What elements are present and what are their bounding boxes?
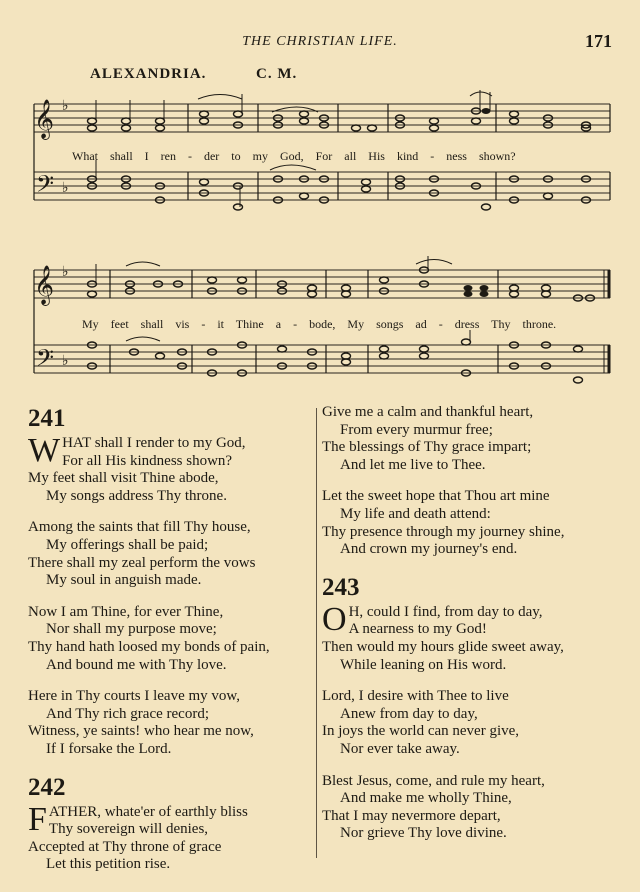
svg-text:𝄢: 𝄢 bbox=[36, 170, 55, 203]
verse-line: H, could I find, from day to day, bbox=[348, 603, 543, 620]
verse-line: While leaning on His word. bbox=[340, 656, 507, 673]
hymn-241-verse-1 bbox=[28, 434, 310, 505]
verse-line: Thy presence through my journey shine, bbox=[322, 523, 565, 540]
verse-line: And let me live to Thee. bbox=[340, 456, 486, 473]
verse-line: A nearness to my God! bbox=[348, 621, 487, 638]
hymn-242-verse-2 bbox=[322, 404, 622, 474]
verse-line: ATHER, whate'er of earthly bliss bbox=[48, 803, 248, 820]
verse-line: In joys the world can never give, bbox=[322, 723, 520, 740]
verse-line: Witness, ye saints! who hear me now, bbox=[28, 723, 254, 740]
verse-line: HAT shall I render to my God, bbox=[62, 435, 246, 451]
hymn-243-verse-1 bbox=[322, 600, 622, 674]
hymn-number-242: 242 bbox=[28, 773, 66, 801]
verse-line: There shall my zeal perform the vows bbox=[28, 554, 256, 571]
clefs bbox=[34, 98, 69, 377]
hymn-243-verse-2 bbox=[322, 688, 622, 758]
drop-cap: W bbox=[28, 432, 61, 469]
svg-text:♭: ♭ bbox=[62, 180, 69, 196]
verse-line: If I forsake the Lord. bbox=[46, 740, 172, 757]
svg-text:𝄞: 𝄞 bbox=[34, 99, 55, 139]
verse-line: Then would my hours glide sweet away, bbox=[322, 638, 564, 655]
music-score bbox=[0, 0, 640, 400]
hymn-241-verse-2 bbox=[28, 519, 310, 589]
hymn-242-verse-1 bbox=[28, 800, 310, 874]
svg-text:𝄞: 𝄞 bbox=[34, 265, 55, 305]
page-number: 171 bbox=[585, 31, 612, 51]
left-column bbox=[28, 404, 310, 888]
verse-line: Among the saints that fill Thy house, bbox=[28, 519, 251, 536]
verse-line: Let this petition rise. bbox=[46, 856, 171, 873]
right-column bbox=[322, 404, 622, 857]
lyrics-line-1: What shall I ren - der to my God, For all His kind - ness shown? bbox=[72, 149, 516, 163]
verse-line: My offerings shall be paid; bbox=[46, 536, 209, 553]
verse-line: Blest Jesus, come, and rule my heart, bbox=[322, 772, 545, 789]
verse-line: The blessings of Thy grace impart; bbox=[322, 439, 532, 456]
verse-line: From every murmur free; bbox=[340, 421, 493, 438]
tune-name: ALEXANDRIA. bbox=[90, 66, 207, 82]
tune-meter: C. M. bbox=[256, 66, 298, 82]
hymn-242-verse-3 bbox=[322, 488, 622, 558]
verse-line: My feet shall visit Thine abode, bbox=[28, 470, 219, 487]
slurs bbox=[126, 92, 492, 341]
verse-line: Now I am Thine, for ever Thine, bbox=[28, 603, 224, 620]
svg-text:♭: ♭ bbox=[62, 264, 69, 280]
hymn-241-verse-4 bbox=[28, 688, 310, 758]
verse-line: Nor grieve Thy love divine. bbox=[340, 825, 507, 842]
staff-lines bbox=[34, 104, 610, 373]
drop-cap: F bbox=[28, 800, 47, 838]
bar-lines bbox=[34, 104, 610, 373]
verse-line: Anew from day to day, bbox=[340, 705, 478, 722]
lyrics-line-2: My feet shall vis - it Thine a - bode, My songs ad - dress Thy throne. bbox=[82, 317, 557, 331]
verse-line: My songs address Thy throne. bbox=[46, 487, 227, 504]
svg-text:𝄢: 𝄢 bbox=[36, 344, 55, 377]
column-divider bbox=[316, 408, 317, 858]
verse-line: My soul in anguish made. bbox=[46, 572, 202, 589]
verse-line: Here in Thy courts I leave my vow, bbox=[28, 688, 241, 705]
verse-line: Accepted at Thy throne of grace bbox=[28, 838, 222, 855]
hymn-243-verse-3 bbox=[322, 773, 622, 843]
verse-line: And bound me with Thy love. bbox=[46, 656, 227, 673]
verse-line: For all His kindness shown? bbox=[62, 452, 233, 469]
verse-line: That I may nevermore depart, bbox=[322, 807, 501, 824]
svg-text:♭: ♭ bbox=[62, 353, 69, 369]
hymn-number-241: 241 bbox=[28, 405, 66, 432]
svg-text:♭: ♭ bbox=[62, 98, 69, 114]
verse-line: Nor ever take away. bbox=[340, 740, 460, 757]
verse-line: Give me a calm and thankful heart, bbox=[322, 404, 534, 420]
verse-line: And make me wholly Thine, bbox=[340, 790, 512, 807]
hymn-number-243: 243 bbox=[322, 573, 360, 601]
filled-note-heads bbox=[464, 108, 491, 297]
verse-line: Thy hand hath loosed my bonds of pain, bbox=[28, 638, 270, 655]
hymn-241-verse-3 bbox=[28, 604, 310, 674]
verse-line: And Thy rich grace record; bbox=[46, 705, 209, 722]
verse-line: Thy sovereign will denies, bbox=[48, 821, 209, 838]
verse-line: Lord, I desire with Thee to live bbox=[322, 688, 509, 705]
drop-cap: O bbox=[322, 600, 347, 638]
verse-line: And crown my journey's end. bbox=[340, 541, 518, 558]
verse-line: My life and death attend: bbox=[340, 505, 491, 522]
verse-line: Nor shall my purpose move; bbox=[46, 621, 217, 638]
verse-line: Let the sweet hope that Thou art mine bbox=[322, 488, 550, 505]
running-title: THE CHRISTIAN LIFE. bbox=[242, 34, 398, 49]
